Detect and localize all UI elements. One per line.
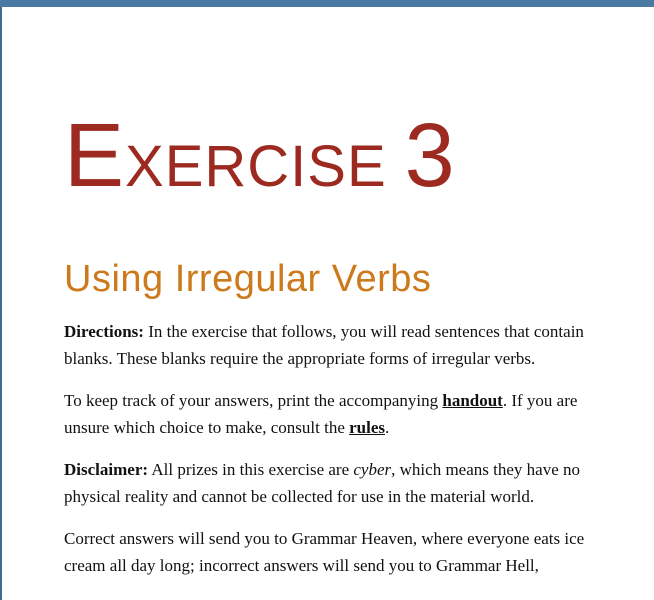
track-text-middle: . If you are unsure which choice to make, consult the <box>64 391 578 437</box>
disclaimer-text-after: , which means they have no physical reality and cannot be collected for use in the material world. <box>64 460 580 506</box>
directions-paragraph <box>64 319 604 372</box>
disclaimer-italic: cyber <box>353 460 392 479</box>
page-title <box>64 106 456 206</box>
page-subtitle: Using Irregular Verbs <box>64 258 432 300</box>
correct-answers-paragraph: Correct answers will send you to Grammar Heaven, where everyone eats ice cream all day long; incorrect answers will send you to Grammar Hell, <box>64 529 585 575</box>
directions-text: In the exercise that follows, you will read sentences that contain blanks. These blanks require the appropriate forms of irregular verbs. <box>64 322 584 368</box>
disclaimer-paragraph <box>64 457 604 510</box>
directions-label: Directions: <box>64 322 144 341</box>
exercise-page <box>0 7 654 600</box>
disclaimer-label: Disclaimer: <box>64 460 149 479</box>
title-rest: XERCISE <box>125 134 387 199</box>
rules-link[interactable]: rules <box>349 417 386 437</box>
track-answers-paragraph <box>64 388 604 441</box>
disclaimer-text-before: All prizes in this exercise are <box>148 460 354 479</box>
title-first-letter: E <box>64 106 126 206</box>
track-text-before: To keep track of your answers, print the accompanying <box>64 391 443 410</box>
title-number: 3 <box>404 106 456 206</box>
window-top-border <box>0 0 654 7</box>
track-text-after: . <box>385 417 390 437</box>
handout-link[interactable]: handout <box>442 391 503 410</box>
exercise-instructions <box>64 319 604 595</box>
